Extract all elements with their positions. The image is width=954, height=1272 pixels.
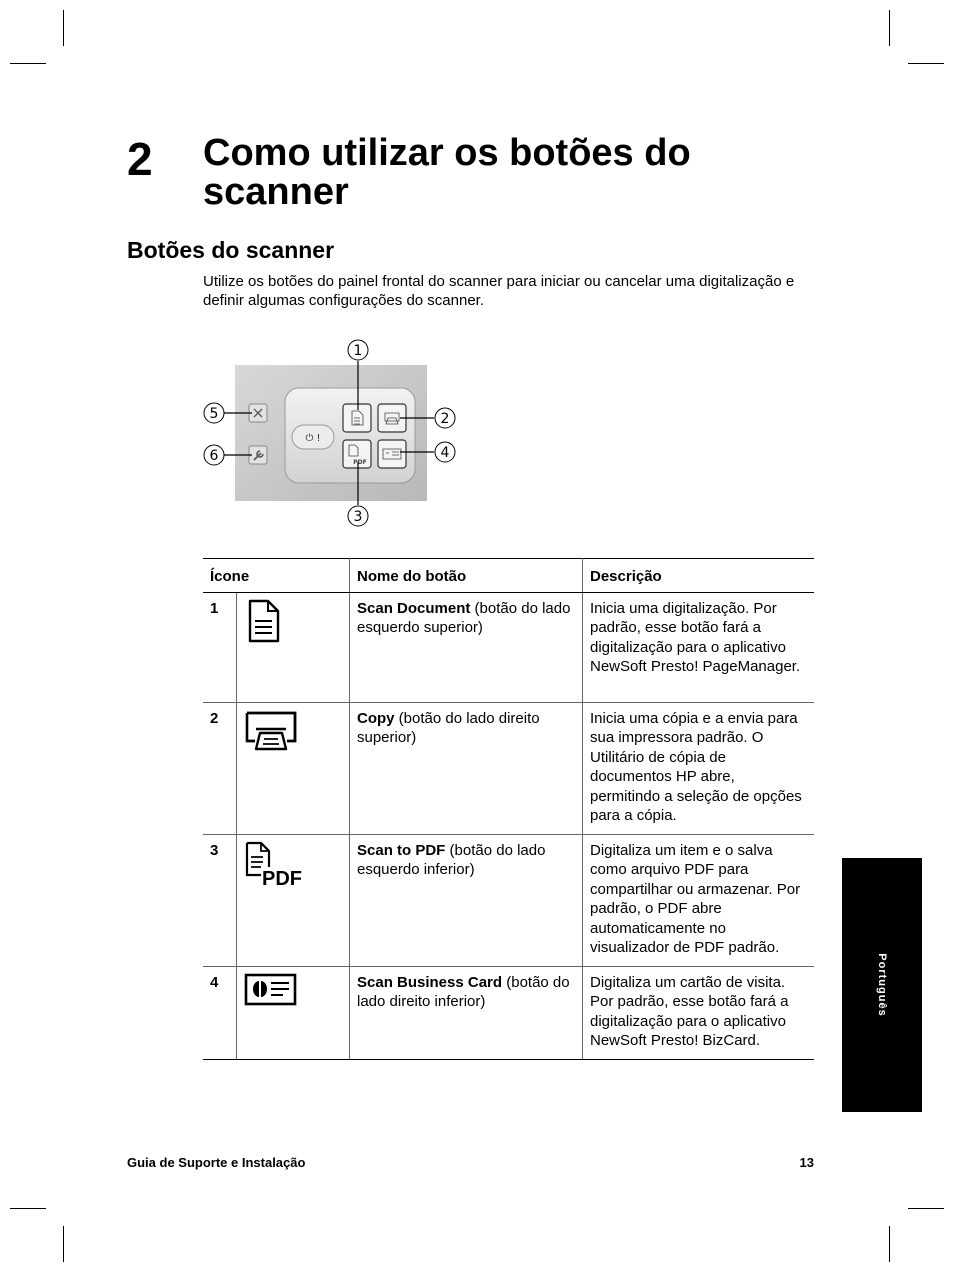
intro-paragraph: Utilize os botões do painel frontal do scanner para iniciar ou cancelar uma digitalização e definir algumas configurações do scanner. xyxy=(203,273,795,309)
header-description: Descrição xyxy=(583,559,815,593)
section-title: Botões do scanner xyxy=(127,237,335,263)
button-name: Scan to PDF xyxy=(357,841,446,859)
header-icon: Ícone xyxy=(203,559,350,593)
power-button-glyph: ⏻ ! xyxy=(305,433,321,444)
crop-mark xyxy=(908,63,944,64)
callout-5: 5 xyxy=(209,406,219,422)
table-row xyxy=(203,834,814,966)
callout-4: 4 xyxy=(440,445,450,461)
row-number: 2 xyxy=(203,702,237,834)
business-card-icon xyxy=(244,973,298,1007)
copy-icon xyxy=(244,709,298,753)
button-table xyxy=(203,558,814,1060)
crop-mark xyxy=(63,10,64,46)
row-number: 3 xyxy=(203,834,237,966)
header-name: Nome do botão xyxy=(350,559,583,593)
language-label: Português xyxy=(876,953,888,1017)
scan-document-icon xyxy=(244,599,284,643)
scanner-panel-figure xyxy=(200,338,460,530)
table-header-row xyxy=(203,559,814,593)
crop-mark xyxy=(10,1208,46,1209)
chapter-number: 2 xyxy=(127,133,153,185)
crop-mark xyxy=(908,1208,944,1209)
callout-1: 1 xyxy=(353,343,363,359)
crop-mark xyxy=(10,63,46,64)
button-position: (botão do lado esquerdo superior) xyxy=(357,599,571,636)
svg-text:PDF: PDF xyxy=(262,867,302,887)
chapter-title: Como utilizar os botões do scanner xyxy=(203,132,691,213)
button-position: (botão do lado direito superior) xyxy=(357,709,540,746)
button-name: Copy xyxy=(357,709,395,727)
button-description: Digitaliza um item e o salva como arquivo PDF para compartilhar ou armazenar. Por padrão, o PDF abre automaticamente no visualizador de PDF padrão. xyxy=(583,834,815,966)
crop-mark xyxy=(63,1226,64,1262)
scan-to-pdf-icon xyxy=(244,841,302,887)
crop-mark xyxy=(889,10,890,46)
footer-title: Guia de Suporte e Instalação xyxy=(127,1155,306,1170)
table-row xyxy=(203,702,814,834)
business-card-button xyxy=(378,440,406,468)
table-row xyxy=(203,966,814,1059)
callout-2: 2 xyxy=(440,411,450,427)
button-description: Inicia uma cópia e a envia para sua impressora padrão. O Utilitário de cópia de documentos HP abre, permitindo a seleção de opções para a cópia. xyxy=(583,702,815,834)
svg-text:PDF: PDF xyxy=(353,459,367,466)
button-position: (botão do lado esquerdo inferior) xyxy=(357,841,546,878)
button-description: Digitaliza um cartão de visita. Por padrão, esse botão fará a digitalização para o aplicativo NewSoft Presto! BizCard. xyxy=(583,966,815,1059)
row-number: 4 xyxy=(203,966,237,1059)
language-side-tab xyxy=(842,858,922,1112)
callout-3: 3 xyxy=(353,509,363,525)
crop-mark xyxy=(889,1226,890,1262)
button-name: Scan Business Card xyxy=(357,973,503,991)
page-number: 13 xyxy=(799,1155,814,1170)
button-position: (botão do lado direito inferior) xyxy=(357,973,570,1010)
button-description: Inicia uma digitalização. Por padrão, esse botão fará a digitalização para o aplicativo NewSoft Presto! PageManager. xyxy=(583,592,815,702)
button-name: Scan Document xyxy=(357,599,471,617)
callout-6: 6 xyxy=(209,448,219,464)
table-row xyxy=(203,592,814,702)
row-number: 1 xyxy=(203,592,237,702)
